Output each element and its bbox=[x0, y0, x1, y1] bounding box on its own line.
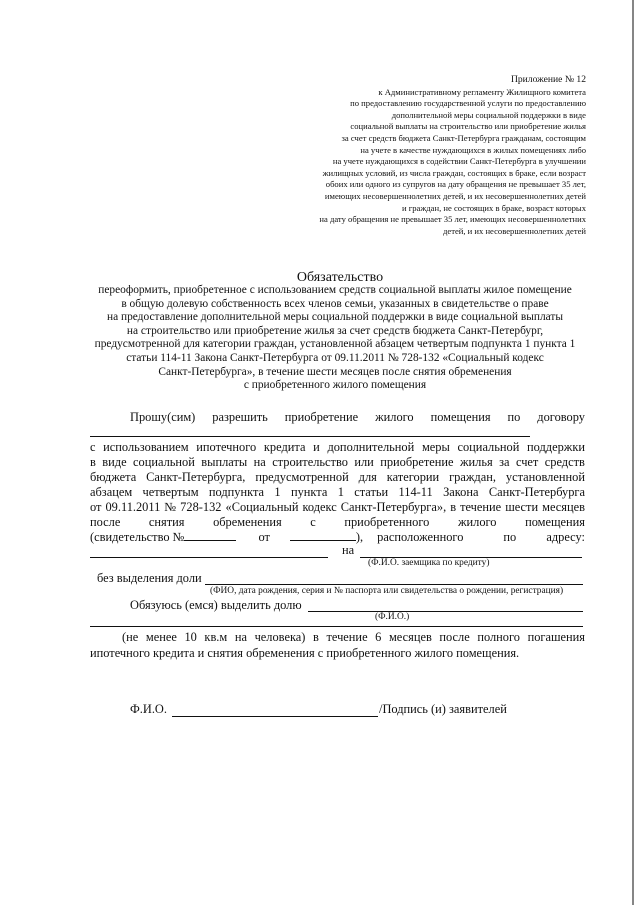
word: после bbox=[439, 630, 470, 644]
certificate-label: (свидетельство № bbox=[90, 530, 185, 544]
word: течение bbox=[326, 630, 368, 644]
word: Санкт-Петербурга bbox=[488, 485, 585, 499]
header-line: на учете в качестве нуждающихся в жилых помещениях либо bbox=[360, 144, 586, 155]
word: по bbox=[503, 530, 517, 544]
word: в bbox=[450, 500, 457, 514]
fio-caption: (Ф.И.О.) bbox=[375, 612, 410, 622]
subtitle-line: на предоставление дополнительной меры социальной поддержки в виде социальной выплаты bbox=[106, 311, 564, 324]
word: кодекс bbox=[302, 500, 337, 514]
document-title: Обязательство bbox=[296, 270, 384, 285]
word: Прошу(сим) bbox=[130, 410, 196, 424]
word: снятия bbox=[148, 515, 185, 529]
word: 10 bbox=[184, 630, 197, 644]
word: приобретение bbox=[284, 410, 359, 424]
on-label: на bbox=[342, 543, 355, 557]
word: пункта bbox=[290, 485, 328, 499]
word: виде bbox=[102, 455, 127, 469]
word: 728-132 bbox=[180, 500, 222, 514]
word: социальной bbox=[133, 455, 195, 469]
word: Санкт-Петербурга», bbox=[340, 500, 447, 514]
address-blank-line[interactable] bbox=[90, 557, 328, 558]
word: Закона bbox=[443, 485, 479, 499]
signature-label: /Подпись (и) заявителей bbox=[379, 702, 507, 716]
appendix-header bbox=[256, 74, 586, 237]
request-line bbox=[130, 410, 585, 425]
subtitle-line: в общую долевую собственность всех членов семьи, указанных в свидетельстве о праве bbox=[121, 297, 549, 310]
word: месяцев bbox=[388, 630, 432, 644]
word: или bbox=[354, 455, 374, 469]
subtitle-line: на строительство или приобретение жилья за счет средств бюджета Санкт-Петербург, bbox=[126, 324, 544, 337]
word: полного bbox=[477, 630, 520, 644]
word: адресу: bbox=[546, 530, 585, 544]
closing-line: ипотечного кредита и снятия обременения с приобретенного жилого помещения. bbox=[90, 646, 520, 660]
header-line: на учете нуждающихся в содействии Санкт-Петербурга в улучшении bbox=[332, 156, 586, 167]
word: категории bbox=[386, 470, 440, 484]
word: шести bbox=[505, 500, 539, 514]
word: использованием bbox=[103, 440, 189, 454]
word: помещения bbox=[525, 515, 585, 529]
subtitle-line: Санкт-Петербурга», в течение шести месяцев после снятия обременения bbox=[158, 365, 512, 378]
word: кв.м bbox=[204, 630, 228, 644]
word: строительство bbox=[272, 455, 348, 469]
word: дополнительной bbox=[327, 440, 415, 454]
body-line bbox=[90, 455, 585, 470]
word: выплаты bbox=[201, 455, 248, 469]
header-line: к Административному регламенту Жилищного комитета bbox=[378, 86, 586, 97]
word: меры bbox=[421, 440, 450, 454]
word: приобретение bbox=[380, 455, 454, 469]
word: по bbox=[507, 410, 521, 424]
word: жилого bbox=[375, 410, 414, 424]
word: с bbox=[90, 440, 96, 454]
word: месяцев bbox=[542, 500, 585, 514]
header-line: и граждан, не состоящих в браке, возраст которых bbox=[401, 202, 586, 213]
no-share-label: без выделения доли bbox=[97, 571, 202, 585]
header-line: обоих или одного из супругов на дату обращения не превышает 35 лет, bbox=[325, 179, 586, 190]
word: предусмотренной bbox=[255, 470, 349, 484]
word: в bbox=[313, 630, 319, 644]
signature-fio-label: Ф.И.О. bbox=[130, 702, 167, 716]
word: жилья bbox=[459, 455, 493, 469]
document-subtitle bbox=[70, 284, 600, 393]
word: обременения bbox=[213, 515, 282, 529]
header-line: на дату обращения не превышает 35 лет, имеющих несовершеннолетних bbox=[319, 214, 586, 225]
word: и bbox=[313, 440, 320, 454]
word: после bbox=[90, 515, 121, 529]
share-owner-blank-line[interactable] bbox=[90, 626, 583, 627]
word: 09.11.2011 bbox=[105, 500, 161, 514]
word: погашения bbox=[527, 630, 585, 644]
body-line bbox=[90, 440, 585, 455]
share-blank-line[interactable] bbox=[308, 611, 583, 612]
body-line bbox=[90, 500, 585, 515]
word: приобретенного bbox=[344, 515, 430, 529]
word: ), bbox=[355, 530, 364, 544]
header-line: жилищных условий, из числа граждан, состоящих в браке, если возраст bbox=[322, 167, 586, 178]
word: кредита bbox=[263, 440, 306, 454]
word: на bbox=[253, 455, 266, 469]
word: социальной bbox=[457, 440, 520, 454]
word: Санкт-Петербурга, bbox=[146, 470, 246, 484]
body-line bbox=[90, 470, 585, 485]
word: граждан, bbox=[449, 470, 496, 484]
word: четвертым bbox=[142, 485, 199, 499]
word: помещения bbox=[430, 410, 491, 424]
word: бюджета bbox=[90, 470, 137, 484]
header-line: имеющих несовершеннолетних детей, и их несовершеннолетних детей bbox=[324, 190, 586, 201]
word: средств bbox=[544, 455, 585, 469]
signature-fio-blank[interactable] bbox=[172, 716, 378, 717]
word: «Социальный bbox=[225, 500, 299, 514]
word: расположенного bbox=[377, 530, 464, 544]
word: 6 bbox=[375, 630, 382, 644]
word: течение bbox=[460, 500, 502, 514]
word: 1 bbox=[274, 485, 281, 499]
word: человека) bbox=[254, 630, 306, 644]
word: № bbox=[164, 500, 177, 514]
word: установленной bbox=[505, 470, 585, 484]
subtitle-line: статьи 114-11 Закона Санкт-Петербурга от 09.11.2011 № 728-132 «Социальный кодекс bbox=[126, 351, 544, 364]
closing-line bbox=[122, 630, 585, 645]
word: для bbox=[358, 470, 377, 484]
word: разрешить bbox=[212, 410, 268, 424]
body-line bbox=[90, 485, 585, 500]
header-line: детей, и их несовершеннолетних детей bbox=[443, 225, 586, 236]
word: жилого bbox=[457, 515, 497, 529]
word: 114-11 bbox=[398, 485, 433, 499]
obligation-label: Обязуюсь (емся) выделить долю bbox=[130, 598, 302, 612]
contract-blank-line[interactable] bbox=[90, 436, 530, 437]
word: с bbox=[310, 515, 316, 529]
word: в bbox=[90, 455, 96, 469]
word: от bbox=[90, 500, 102, 514]
person-blank-line[interactable] bbox=[205, 584, 583, 585]
date-label: от bbox=[258, 530, 270, 544]
scan-edge-line bbox=[632, 0, 634, 905]
person-caption: (ФИО, дата рождения, серия и № паспорта или свидетельства о рождении, регистрация) bbox=[210, 586, 564, 596]
subtitle-line: переоформить, приобретенное с использованием средств социальной выплаты жилое помещение bbox=[98, 284, 572, 296]
header-line: за счет средств бюджета Санкт-Петербурга гражданам, состоящим bbox=[341, 132, 586, 143]
word: (не bbox=[122, 630, 139, 644]
word: 1 bbox=[337, 485, 344, 499]
word: поддержки bbox=[527, 440, 585, 454]
word: подпункта bbox=[208, 485, 265, 499]
word: на bbox=[234, 630, 247, 644]
body-line bbox=[90, 515, 585, 530]
subtitle-line: с приобретенного жилого помещения bbox=[243, 379, 427, 392]
borrower-caption: (Ф.И.О. заемщика по кредиту) bbox=[368, 558, 490, 568]
header-line: дополнительной меры социальной поддержки в виде bbox=[391, 109, 586, 120]
certificate-number-blank[interactable] bbox=[184, 530, 236, 541]
word: за bbox=[499, 455, 510, 469]
header-line: социальной выплаты на строительство или приобретение жилья bbox=[350, 121, 586, 132]
subtitle-line: предусмотренной для категории граждан, установленной абзацем четвертым подпункта 1 пункта 1 bbox=[94, 338, 576, 351]
word: статьи bbox=[354, 485, 389, 499]
certificate-date-blank[interactable] bbox=[290, 530, 356, 541]
word: договору bbox=[537, 410, 585, 424]
appendix-number: Приложение № 12 bbox=[510, 74, 586, 85]
word: счет bbox=[515, 455, 539, 469]
word: ипотечного bbox=[196, 440, 257, 454]
word: менее bbox=[145, 630, 177, 644]
header-line: по предоставлению государственной услуги по предоставлению bbox=[350, 98, 586, 109]
word: абзацем bbox=[90, 485, 133, 499]
certificate-line bbox=[90, 530, 585, 545]
